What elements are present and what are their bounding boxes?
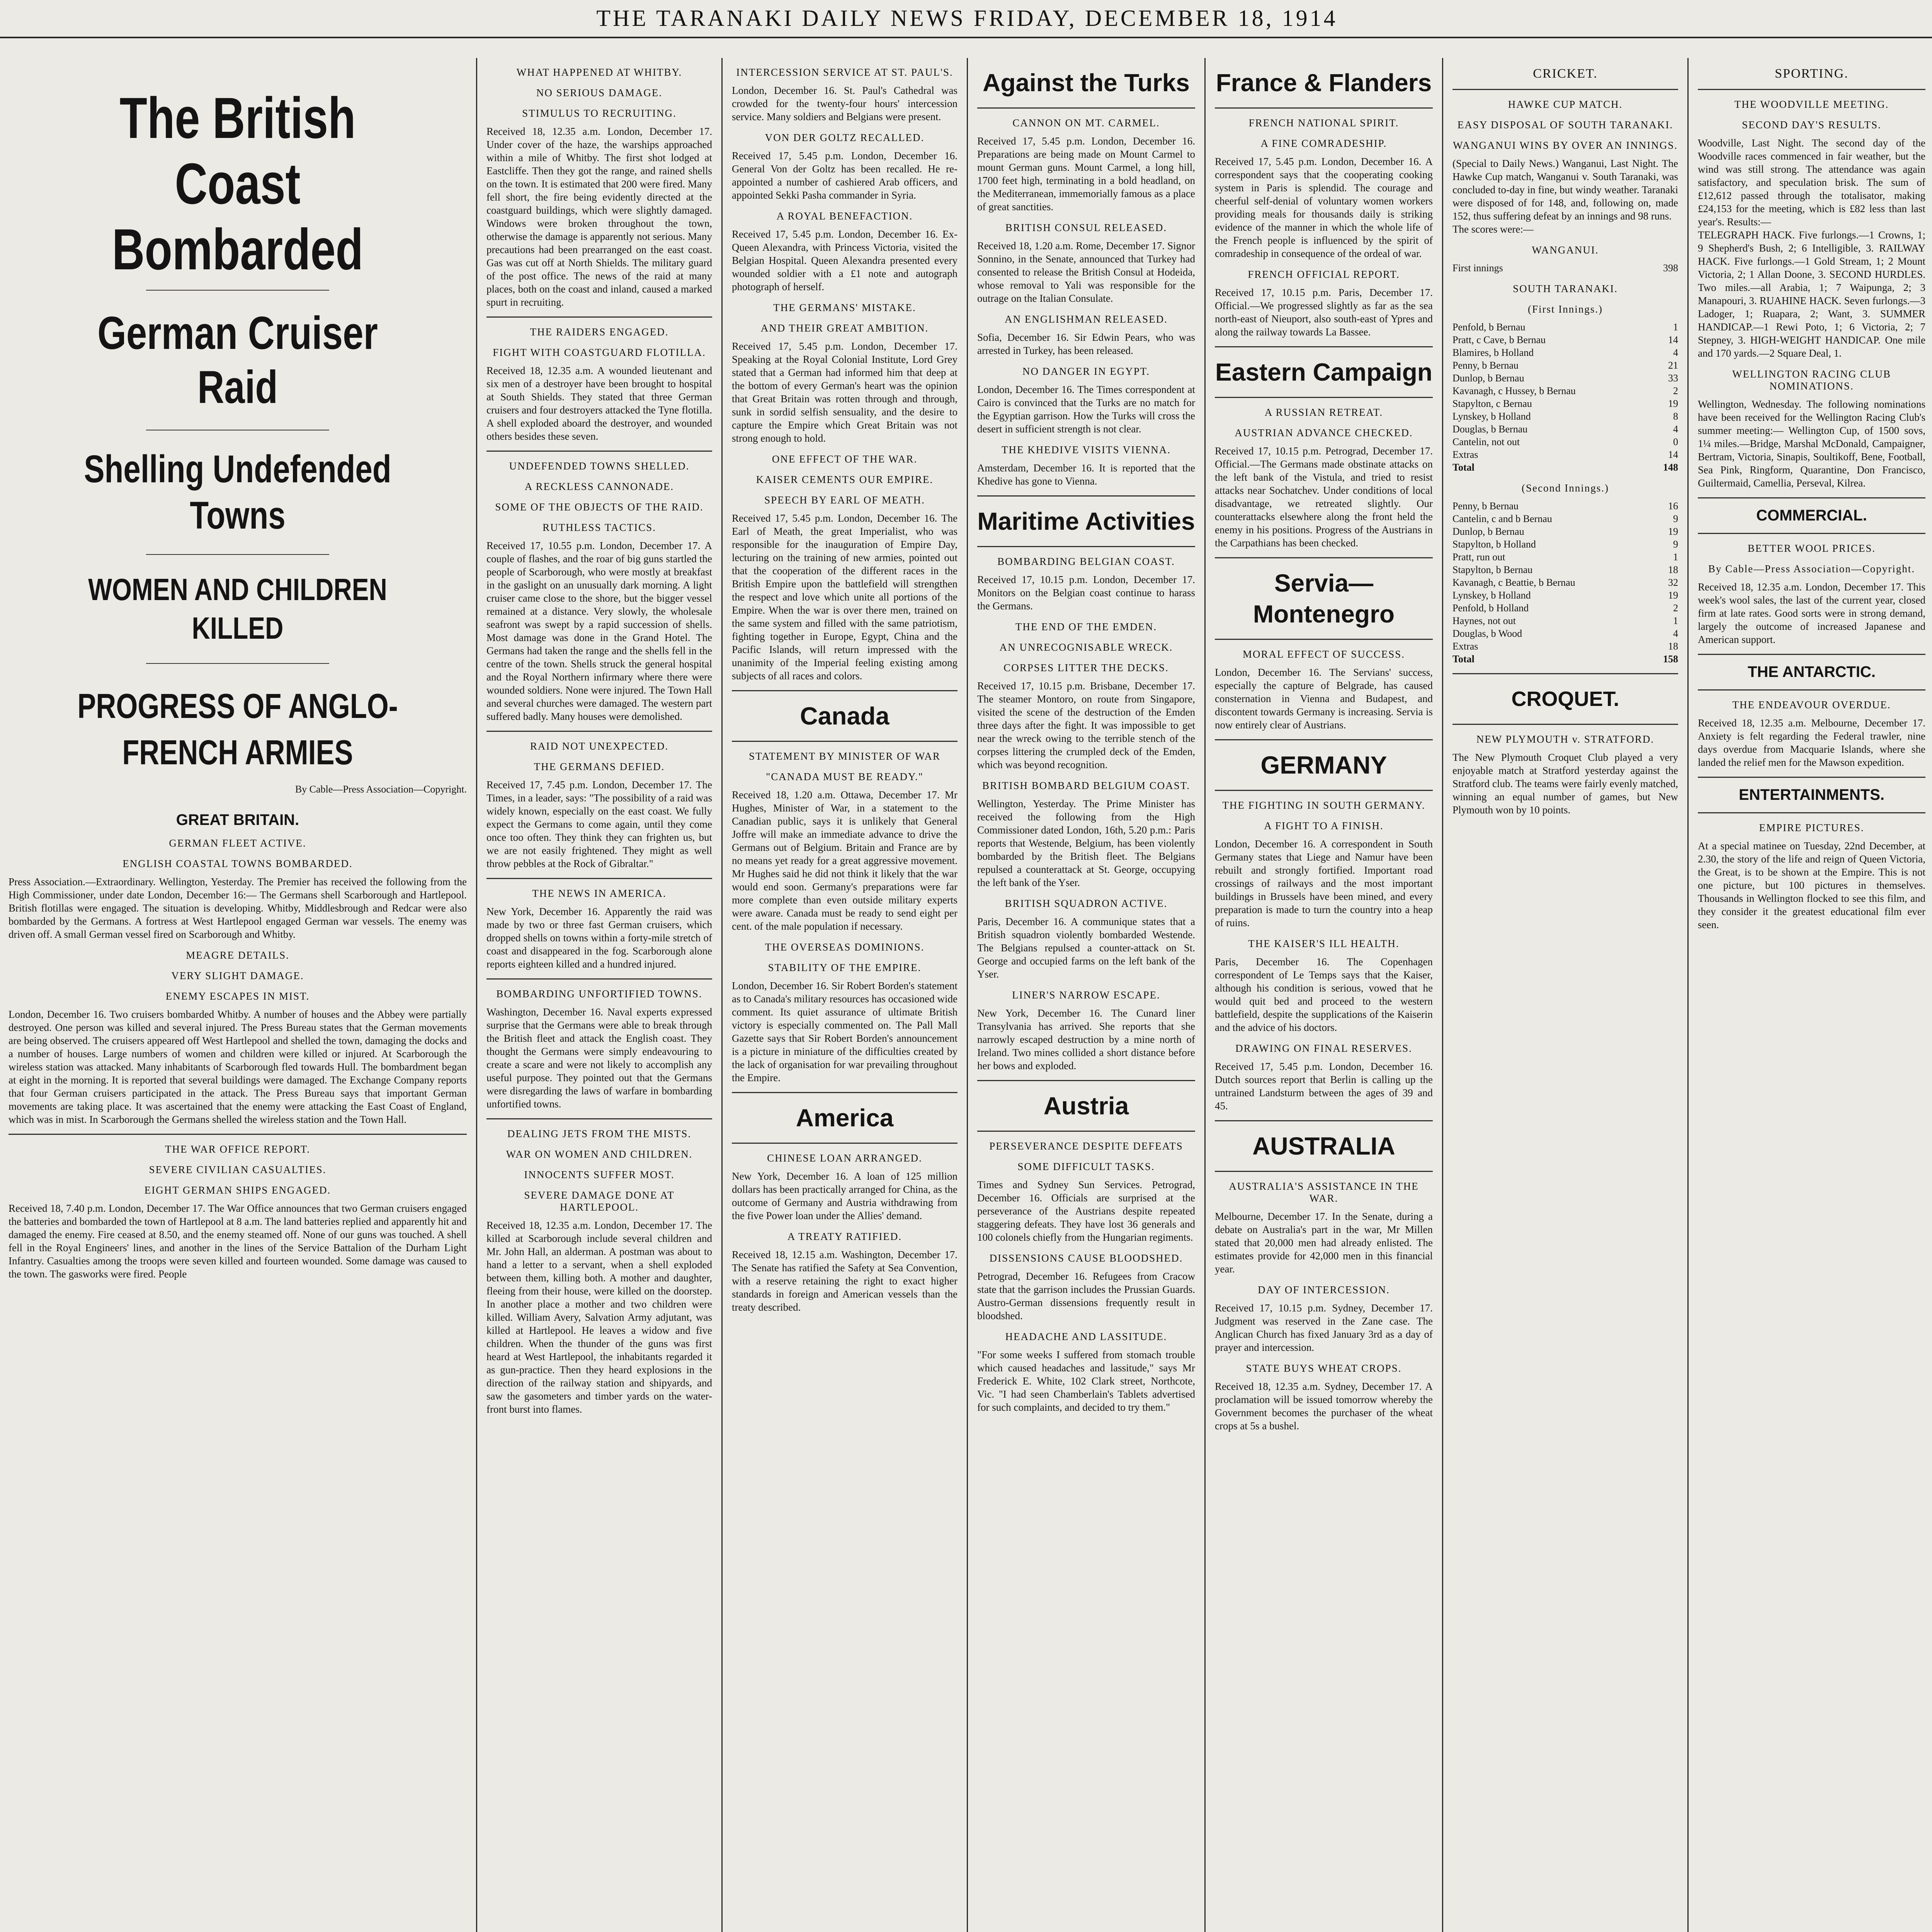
runs-value: 1	[1673, 551, 1678, 563]
divider	[1698, 812, 1925, 813]
article-text: Received 17, 10.15 p.m. Paris, December 17. Official.—We progressed slightly as far as the sea north-east of Nieuport, also south-east of Ypres and along the railway towards La Bassee.	[1215, 287, 1433, 338]
subhead: RUTHLESS TACTICS.	[543, 522, 656, 533]
divider	[1452, 724, 1678, 725]
section-america: America	[796, 1104, 894, 1132]
runs-value: 4	[1673, 423, 1678, 435]
subhead: THE NEWS IN AMERICA.	[532, 888, 667, 899]
divider	[977, 495, 1195, 497]
batsman-name: Penfold, b Bernau	[1452, 321, 1526, 333]
batsman-name: Cantelin, not out	[1452, 436, 1520, 447]
article-text: Received 17, 5.45 p.m. London, December 17. Speaking at the Royal Colonial Institute, Lord Grey stated that a German had informed him that deep at the bottom of every German's heart was the opinion that Great Britain was rotten through and through, sunk in sordid selfish sensuality, and the desire to capture the Empire which Great Britain was not strong enough to hold.	[732, 340, 957, 444]
subhead: ONE EFFECT OF THE WAR.	[772, 453, 918, 465]
batsman-name: Lynskey, b Holland	[1452, 590, 1531, 601]
runs-value: 18	[1668, 564, 1678, 575]
batting-row	[1452, 372, 1678, 384]
section-antarctic: THE ANTARCTIC.	[1747, 663, 1876, 680]
column-rule	[721, 58, 723, 1932]
batsman-name: Kavanagh, c Beattie, b Bernau	[1452, 577, 1575, 588]
article-text: New York, December 16. The Cunard liner Transylvania has arrived. She reports that she narrowly escaped destruction by a mine north of Ireland. Two mines collided a short distance before her bows and exploded.	[977, 1007, 1195, 1071]
batting-row	[1452, 525, 1678, 538]
article-text: Wellington, Wednesday. The following nominations have been received for the Wellington Racing Club's summer meeting:— Wellington Cup, of 1500 sovs, 1¼ miles.—Bridge, Marshal McDonald, Campaigner, Bertram, Victoria, Sinapis, Soultikoff, Bene, Football, Sea Pink, Ringform, Quarantine, Don Francisco, Guiltermaid, Camellia, Perseval, Kilrea.	[1698, 398, 1925, 489]
subhead: A FINE COMRADESHIP.	[1260, 138, 1387, 149]
subhead: CORPSES LITTER THE DECKS.	[1003, 662, 1169, 673]
article-text: Received 17, 5.45 p.m. London, December 16. The Earl of Meath, the great Imperialist, who was responsible for the inauguration of Empire Day, lecturing on the training of new armies, pointed out that the cooperation of the different races in the British Empire upon the battlefield will strengthen the respect and love which unite all portions of the Empire. When the war is over there men, trained on the same system and filled with the same patriotism, fighting together in Europe, Egypt, China and the Pacific Islands, will return impressed with the unanimity of the Imperial feeling existing among subjects of all races and colors.	[732, 512, 957, 682]
divider	[1215, 790, 1433, 791]
section-australia: AUSTRALIA	[1252, 1132, 1395, 1160]
article-text: Received 18, 1.20 a.m. Ottawa, December 17. Mr Hughes, Minister of War, in a statement to the Canadian public, says it is unlikely that General Joffre will make an immediate advance to drive the Germans out of Belgium. Britain and France are by no means yet ready for a great aggressive movement. Mr Hughes said he did not think it likely that the war would end soon. Germany's preparations were far more complete than even outside military experts were aware. Canada must be ready to send eight per cent. of the male population if necessary.	[732, 789, 957, 932]
subhead: FRENCH OFFICIAL REPORT.	[1248, 269, 1400, 280]
divider	[1215, 739, 1433, 740]
article-text: TELEGRAPH HACK. Five furlongs.—1 Crowns, 1; 9 Shepherd's Bush, 2; 6 Intelligible, 3. RAILWAY HACK. Five furlongs.—1 Gold Stream, 1; 2 Mount Victoria, 2; 1 Allan Doone, 3. SECOND HURDLES. Two miles.—all Arabia, 1; 7 Waipunga, 2; 3 Manapouri, 3. RUAHINE HACK. Seven furlongs.—3 Ladoger, 1; Ruapara, 2; Want, 3. SUMMER HANDICAP.—1 Rewi Poto, 1; 6 Victoria, 2; 7 Stepney, 3. HIGH-WEIGHT HANDICAP. One mile and 170 yards.—2 Square Deal, 1.	[1698, 229, 1925, 359]
divider	[732, 690, 957, 691]
byline: By Cable—Press Association—Copyright.	[1708, 563, 1915, 575]
runs-value: 9	[1673, 539, 1678, 550]
subhead: AN UNRECOGNISABLE WRECK.	[999, 641, 1173, 653]
byline: By Cable—Press Association—Copyright.	[295, 784, 467, 795]
runs-value: 1	[1673, 615, 1678, 626]
batsman-name: Penny, b Bernau	[1452, 500, 1519, 512]
divider	[146, 290, 329, 291]
batting-row	[1452, 346, 1678, 359]
batting-row	[1452, 410, 1678, 423]
subhead: A ROYAL BENEFACTION.	[776, 210, 913, 222]
subhead: BRITISH BOMBARD BELGIUM COAST.	[982, 780, 1190, 791]
article-text: Received 17, 7.45 p.m. London, December 17. The Times, in a leader, says: "The possibility of a raid was widely known, especially on the east coast. We fully expect the Germans to come again, until they come once too often. They think they can frighten us, but we are not easily frightened. They might as well throw pebbles at the Rock of Gibraltar."	[486, 779, 712, 869]
subhead: FIGHT WITH COASTGUARD FLOTILLA.	[493, 347, 706, 358]
subhead: VON DER GOLTZ RECALLED.	[765, 132, 925, 143]
divider	[977, 1080, 1195, 1081]
divider	[486, 978, 712, 980]
divider	[1452, 673, 1678, 674]
runs-value: 32	[1668, 577, 1678, 588]
section-sporting: SPORTING.	[1775, 66, 1849, 81]
subhead: BOMBARDING UNFORTIFIED TOWNS.	[496, 988, 702, 1000]
subhead: STATE BUYS WHEAT CROPS.	[1246, 1362, 1402, 1374]
subhead: AND THEIR GREAT AMBITION.	[760, 322, 929, 334]
subhead: HAWKE CUP MATCH.	[1508, 99, 1623, 110]
batting-row	[1452, 384, 1678, 397]
runs-value: 4	[1673, 347, 1678, 358]
subhead: FRENCH NATIONAL SPIRIT.	[1248, 117, 1399, 129]
subhead: CHINESE LOAN ARRANGED.	[767, 1152, 922, 1164]
batsman-name: Kavanagh, c Hussey, b Bernau	[1452, 385, 1576, 396]
subhead: (First Innings.)	[1528, 303, 1603, 315]
runs-value: 14	[1668, 449, 1678, 460]
subhead: SECOND DAY'S RESULTS.	[1742, 119, 1881, 131]
subhead: THE ENDEAVOUR OVERDUE.	[1732, 699, 1891, 711]
article-text: Received 17, 10.15 p.m. Sydney, December 17. Judgment was reserved in the Zane case. The Anglican Church has fixed January 3rd as a day of prayer and intercession.	[1215, 1302, 1433, 1353]
runs-value: 33	[1668, 372, 1678, 384]
batsman-name: Blamires, b Holland	[1452, 347, 1534, 358]
article-text: Received 17, 5.45 p.m. London, December 16. A correspondent says that the cooperating cooking system in Paris is splendid. The courage and cheerful self-denial of voluntary women workers providing meals for thousands daily is striking evidence of the manner in which the whole life of the French people is influenced by the spirit of comradeship in consequence of the ordeal of war.	[1215, 156, 1433, 259]
section-entertainments: ENTERTAINMENTS.	[1738, 786, 1885, 803]
subhead: THE OVERSEAS DOMINIONS.	[765, 941, 925, 953]
divider	[1215, 557, 1433, 558]
subhead: THE END OF THE EMDEN.	[1015, 621, 1157, 633]
article-text: Sofia, December 16. Sir Edwin Pears, who was arrested in Turkey, has been released.	[977, 332, 1195, 356]
runs-value: 1	[1673, 321, 1678, 333]
divider	[146, 663, 329, 664]
headline-cruiser-raid: German Cruiser Raid	[97, 307, 378, 413]
batting-row	[1452, 614, 1678, 627]
headline-shelling: Shelling Undefended Towns	[84, 447, 391, 537]
divider	[977, 546, 1195, 547]
article-text: The New Plymouth Croquet Club played a very enjoyable match at Stratford yesterday against the Stratford club. The teams were fairly evenly matched, winning an equal number of games, but New Plymouth won by 10 points.	[1452, 752, 1678, 816]
runs-value: 16	[1668, 500, 1678, 512]
article-text: "For some weeks I suffered from stomach trouble which caused headaches and lassitude," says Mr Frederick E. White, 102 Clark street, Northcote, Vic. "I had seen Chamberlain's Tablets advertised for such complaints, and decided to try them."	[977, 1349, 1195, 1413]
subhead: SOUTH TARANAKI.	[1513, 283, 1618, 294]
article-text: London, December 16. A correspondent in South Germany states that Liege and Namur have been rebuilt and strongly fortified. Important road crossings of railways and the most important buildings in Brussels have been mined, and every preparation is made to turn the country into a heap of ruins.	[1215, 838, 1433, 929]
batting-table-second	[1452, 500, 1678, 653]
subhead: WELLINGTON RACING CLUB NOMINATIONS.	[1732, 368, 1891, 392]
batsman-name: Penny, b Bernau	[1452, 360, 1519, 371]
subhead: A RUSSIAN RETREAT.	[1264, 406, 1383, 418]
article-text: The scores were:—	[1452, 223, 1534, 235]
column-4	[969, 58, 1204, 1932]
batting-row	[1452, 538, 1678, 551]
article-text: Received 18, 12.35 a.m. London, December 17. Under cover of the haze, the warships approached within a mile of Whitby. The first shot lodged at Eastcliffe. Then they got the range, and rained shells on the town. It is estimated that 200 were fired. Many fell short, the fire being evidently directed at the coastguard buildings, which were slightly damaged. Windows were broken throughout the town, otherwise the damage is apparently not serious. Many precautions had been prearranged on the east coast. Gas was cut off at North Shields. The military guard of the post office. The news of the raid at many places, both on the coast and inland, caused a marked spurt in recruiting.	[486, 126, 712, 308]
batsman-name: Dunlop, b Bernau	[1452, 372, 1524, 384]
batsman-name: Penfold, b Holland	[1452, 602, 1529, 614]
subhead: WAR ON WOMEN AND CHILDREN.	[506, 1148, 693, 1160]
column-6	[1444, 58, 1687, 1932]
article-text: Received 17, 10.15 p.m. Brisbane, December 17. The steamer Montoro, on route from Singapore, visited the scene of the destruction of the Emden three days after the fight. It was impossible to get near the wreck owing to the terrible stench of the corpses littering the crumpled deck of the Emden, which was beyond recognition.	[977, 680, 1195, 770]
subhead: GERMAN FLEET ACTIVE.	[169, 837, 306, 849]
subhead: DISSENSIONS CAUSE BLOODSHED.	[989, 1252, 1183, 1264]
subhead: DAY OF INTERCESSION.	[1258, 1284, 1390, 1296]
article-text: Received 17, 10.15 p.m. Petrograd, December 17. Official.—The Germans made obstinate attacks on the left bank of the Vistula, and tried to resist attacks near Sochatchev. Under conditions of local disadvantage, we retreated slightly. Our counterattacks elsewhere along the front held the enemy in his positions. Progress of the Austrians in the Carpathians has been checked.	[1215, 445, 1433, 549]
batting-row	[1452, 627, 1678, 640]
article-text: Received 17, 10.15 p.m. London, December 17. Monitors on the Belgian coast continue to harass the Germans.	[977, 574, 1195, 612]
batting-row	[1452, 589, 1678, 602]
article-text: Paris, December 16. The Copenhagen correspondent of Le Temps says that the Kaiser, although his condition is serious, vowed that he would quit bed and proceed to the western battlefield, despite the supplications of the Kaiserin and the advice of his doctors.	[1215, 956, 1433, 1033]
subhead: DEALING JETS FROM THE MISTS.	[507, 1128, 692, 1139]
article-text: Amsterdam, December 16. It is reported that the Khedive has gone to Vienna.	[977, 462, 1195, 487]
article-text: Received 18, 12.35 a.m. Melbourne, December 17. Anxiety is felt regarding the Federal trawler, nine days overdue from Macquarie Islands, where she landed the relief men for the Mawson expedition.	[1698, 717, 1925, 768]
article-text: Petrograd, December 16. Refugees from Cracow state that the garrison includes the Prussian Guards. Austro-German dissensions frequently result in bloodshed.	[977, 1270, 1195, 1321]
divider	[1215, 397, 1433, 398]
divider	[9, 1134, 467, 1135]
headline-women-children: WOMEN AND CHILDREN KILLED	[88, 572, 387, 645]
section-croquet: CROQUET.	[1511, 687, 1619, 711]
divider	[1215, 1120, 1433, 1121]
score-value: 398	[1663, 262, 1678, 274]
article-text: New York, December 16. Apparently the raid was made by two or three fast German cruisers, which dropped shells on towns within a forty-mile stretch of coast and disappeared in the fog. Scarborough alone reports eighteen killed and a hundred injured.	[486, 906, 712, 970]
subhead: PERSEVERANCE DESPITE DEFEATS	[989, 1140, 1183, 1152]
column-7	[1689, 58, 1932, 1932]
batsman-name: Dunlop, b Bernau	[1452, 526, 1524, 537]
subhead: (Second Innings.)	[1522, 482, 1609, 494]
batting-row	[1452, 576, 1678, 589]
article-text: Press Association.—Extraordinary. Wellington, Yesterday. The Premier has received the following from the High Commissioner, under date London, December 16:— The Germans shell Scarborough and Hartlepool. British flotillas were engaged. The situation is developing. Whitby, Middlesbrough and Redcar were also bombarded by the Germans. A fortress at West Hartlepool engaged German war vessels. The enemy was driven off. A small German vessel fired on Scarborough and Whitby.	[9, 876, 467, 940]
total-value: 158	[1663, 653, 1678, 665]
runs-value: 21	[1668, 360, 1678, 371]
section-eastern: Eastern Campaign	[1215, 358, 1432, 386]
article-text: Received 17, 10.55 p.m. London, December 17. A couple of flashes, and the roar of big guns startled the people of Scarborough, who were mostly at breakfast in the gaslight on an unusually dark morning. A light cruiser came close to the shore, but the bigger vessel remained at a distance. Very slowly, the wholesale seafront was swept by a rapid succession of shells. Most damage was done in the Grand Hotel. The Germans had taken the range and the shells fell in the centre of the town. Shells struck the general hospital and the Royal Northern infirmary where there were wounded soldiers. None were injured. The Town Hall and several churches were damaged. The western part suffered badly. Many houses were demolished.	[486, 540, 712, 722]
subhead: SOME OF THE OBJECTS OF THE RAID.	[495, 501, 704, 513]
batsman-name: Extras	[1452, 449, 1478, 460]
divider	[1698, 654, 1925, 655]
subhead: MEAGRE DETAILS.	[186, 949, 289, 961]
article-text: Received 17, 5.45 p.m. London, December 16. Preparations are being made on Mount Carmel to mount German guns. Mount Carmel, a long hill, 1700 feet high, terminating in a bold headland, on the Mediterranean, immemorially famous as a place of great sanctities.	[977, 135, 1195, 213]
divider	[486, 1118, 712, 1119]
divider	[1215, 639, 1433, 640]
subhead: THE GERMANS DEFIED.	[534, 761, 665, 772]
subhead: VERY SLIGHT DAMAGE.	[171, 970, 304, 981]
headline-british-coast: The British Coast Bombarded	[112, 85, 364, 282]
batting-row	[1452, 551, 1678, 563]
article-text: Melbourne, December 17. In the Senate, during a debate on Australia's part in the war, Mr Millen stated that 20,000 men had already enlisted. The estimates provide for 42,000 men in this financial year.	[1215, 1211, 1433, 1275]
article-text: Received 18, 12.35 a.m. London, December 17. The killed at Scarborough include several children and Mr. John Hall, an alderman. A postman was about to hand a letter to a servant, when a shell exploded between them, killing both. A mother and daughter, fleeing from their house, were killed on the doorstep. In another place a mother and two children were killed. William Avery, Salvation Army adjutant, was killed at Hartlepool. He leaves a widow and five children. When the thunder of the guns was first heard at West Hartlepool, the inhabitants regarded it as gun-practice. Then they heard explosions in the direction of the railway station and shipyards, and saw the gasometers and timber yards on the water-front burst into flames.	[486, 1219, 712, 1415]
headline-progress: PROGRESS OF ANGLO-FRENCH ARMIES	[77, 687, 398, 772]
subhead: A RECKLESS CANNONADE.	[524, 481, 674, 492]
article-text: Received 18, 12.35 a.m. A wounded lieutenant and six men of a destroyer have been brought to hospital at South Shields. They stated that three German cruisers and four destroyers attacked the Tyne flotilla. A shell exploded aboard the destroyer, and wounded others besides these seven.	[486, 365, 712, 442]
subhead: STATEMENT BY MINISTER OF WAR	[749, 750, 940, 762]
section-cricket: CRICKET.	[1533, 66, 1598, 81]
article-text: Received 18, 12.15 a.m. Washington, December 17. The Senate has ratified the Safety at Sea Convention, with a reserve retaining the right to exact higher standards in foreign and American vessels than the treaty described.	[732, 1249, 957, 1313]
section-canada: Canada	[800, 702, 889, 730]
subhead: THE WAR OFFICE REPORT.	[165, 1143, 310, 1155]
runs-value: 14	[1668, 334, 1678, 345]
batting-row	[1452, 435, 1678, 448]
subhead: INNOCENTS SUFFER MOST.	[524, 1169, 675, 1180]
subhead: UNDEFENDED TOWNS SHELLED.	[509, 460, 690, 472]
runs-value: 19	[1668, 590, 1678, 601]
runs-value: 19	[1668, 398, 1678, 409]
subhead: NEW PLYMOUTH v. STRATFORD.	[1476, 733, 1655, 745]
runs-value: 2	[1673, 602, 1678, 614]
divider	[732, 1092, 957, 1093]
section-commercial: COMMERCIAL.	[1756, 507, 1867, 524]
subhead: INTERCESSION SERVICE AT ST. PAUL'S.	[736, 66, 953, 78]
divider	[486, 731, 712, 732]
masthead: THE TARANAKI DAILY NEWS FRIDAY, DECEMBER 18, 1914	[0, 0, 1932, 38]
subhead: A TREATY RATIFIED.	[787, 1231, 902, 1242]
subhead: EMPIRE PICTURES.	[1759, 822, 1864, 833]
runs-value: 18	[1668, 641, 1678, 652]
subhead: WHAT HAPPENED AT WHITBY.	[516, 66, 682, 78]
batsman-name: Haynes, not out	[1452, 615, 1516, 626]
article-text: Paris, December 16. A communique states that a British squadron violently bombarded Westende. The Belgians repulsed a counter-attack on St. George and occupied farms on the left bank of the Yser.	[977, 916, 1195, 980]
subhead: AN ENGLISHMAN RELEASED.	[1005, 313, 1168, 325]
subhead: THE KHEDIVE VISITS VIENNA.	[1002, 444, 1171, 456]
article-text: London, December 16. St. Paul's Cathedral was crowded for the twenty-four hours' intercession service. Many soldiers and Belgians were present.	[732, 85, 957, 122]
divider	[1698, 777, 1925, 778]
divider	[486, 451, 712, 452]
subhead: CANNON ON MT. CARMEL.	[1012, 117, 1160, 129]
subhead: MORAL EFFECT OF SUCCESS.	[1242, 648, 1405, 660]
divider	[1698, 497, 1925, 498]
section-germany: GERMANY	[1260, 751, 1387, 779]
subhead: BETTER WOOL PRICES.	[1747, 543, 1876, 554]
subhead: BOMBARDING BELGIAN COAST.	[997, 556, 1175, 567]
article-text: Woodville, Last Night. The second day of the Woodville races commenced in fair weather, but the wind was still strong. The attendance was again satisfactory, and speculation brisk. The sum of £12,612 passed through the totalisator, making £24,153 for the meeting, which is £82 less than last year's. Results:—	[1698, 137, 1925, 228]
article-text: Washington, December 16. Naval experts expressed surprise that the Germans were able to break through the British fleet and attack the English coast. They thought the Germans were simply endeavouring to create a scare and were not likely to accomplish any useful purpose. They pointed out that the Germans were disregarding the laws of warfare in bombarding unfortified towns.	[486, 1006, 712, 1110]
subhead: STABILITY OF THE EMPIRE.	[768, 962, 922, 973]
article-text: Received 18, 7.40 p.m. London, December 17. The War Office announces that two German cruisers engaged the batteries and bombarded the town of Hartlepool at 8 a.m. The land batteries replied and apparently hit and damaged the enemy. Fire ceased at 8.50, and the enemy steamed off. None of our guns was touched. A shell fell in the Royal Engineers' lines, and another in the lines of the Service Battalion of the Durham Light Infantry. Casualties among the troops were seven killed and fourteen wounded. Some damage was caused to the town. The gasworks were fired. People	[9, 1202, 467, 1280]
divider	[977, 107, 1195, 109]
article-text: London, December 16. Sir Robert Borden's statement as to Canada's military resources has occasioned wide comment. Its quiet assurance of ultimate British victory is especially commented on. The Pall Mall Gazette says that Sir Robert Borden's announcement is a picture in miniature of the difficulties created by the lack of organisation for war prevailing throughout the Empire.	[732, 980, 957, 1083]
section-turks: Against the Turks	[983, 69, 1190, 97]
divider	[1452, 89, 1678, 90]
article-text: Received 18, 1.20 a.m. Rome, December 17. Signor Sonnino, in the Senate, announced that Turkey had consented to release the British Consul at Hodeida, whose removal to Yali was responsible for the outrage on the Italian Consulate.	[977, 240, 1195, 304]
divider	[486, 878, 712, 879]
batting-row	[1452, 563, 1678, 576]
batsman-name: Douglas, b Wood	[1452, 628, 1522, 639]
column-3	[723, 58, 966, 1932]
runs-value: 9	[1673, 513, 1678, 524]
subhead: EASY DISPOSAL OF SOUTH TARANAKI.	[1457, 119, 1673, 131]
batting-row	[1452, 333, 1678, 346]
subhead: EIGHT GERMAN SHIPS ENGAGED.	[144, 1184, 331, 1196]
article-text: Received 17, 5.45 p.m. London, December 16. Ex-Queen Alexandra, with Princess Victoria, visited the Belgian Hospital. Queen Alexandra presented every wounded soldier with a £1 note and autograph photograph of herself.	[732, 228, 957, 293]
article-text: London, December 16. The Times correspondent at Cairo is convinced that the Turks are no match for the Egyptian garrison. How the Turks will cross the desert in sufficient strength is not clear.	[977, 384, 1195, 435]
column-2	[478, 58, 721, 1932]
article-text: London, December 16. The Servians' success, especially the capture of Belgrade, has caused consternation in Vienna and Budapest, and discontent towards Germany is increasing. Servia is now entirely clear of Austrians.	[1215, 667, 1433, 731]
divider	[1215, 1171, 1433, 1172]
subhead: BRITISH SQUADRON ACTIVE.	[1005, 898, 1168, 909]
section-great-britain: GREAT BRITAIN.	[176, 811, 299, 828]
divider	[1698, 89, 1925, 90]
batsman-name: Stapylton, b Bernau	[1452, 564, 1533, 575]
batting-table-first	[1452, 321, 1678, 461]
divider	[732, 741, 957, 742]
section-france: France & Flanders	[1216, 69, 1432, 97]
article-text: Times and Sydney Sun Services. Petrograd, December 16. Officials are surprised at the perseverance of the Austrians despite repeated staggering defeats. They have lost 36 generals and 100 colonels chiefly from the Hungarian regiments.	[977, 1179, 1195, 1243]
subhead: ENGLISH COASTAL TOWNS BOMBARDED.	[122, 858, 353, 869]
subhead: SPEECH BY EARL OF MEATH.	[764, 494, 925, 506]
subhead: BRITISH CONSUL RELEASED.	[1005, 222, 1167, 233]
article-text: Wellington, Yesterday. The Prime Minister has received the following from the High Commissioner dated London, 16th, 5.20 p.m.: Paris reports that Westende, Belgium, has been violently bombarded by the British fleet. The Belgians repulsed a counterattack at St. George, occupying the left bank of the Yser.	[977, 798, 1195, 888]
batsman-name: Douglas, b Bernau	[1452, 423, 1528, 435]
column-rule	[967, 58, 968, 1932]
subhead: STIMULUS TO RECRUITING.	[522, 107, 677, 119]
article-text: London, December 16. Two cruisers bombarded Whitby. A number of houses and the Abbey were partially destroyed. One person was killed and several injured. The Press Bureau states that the German movements are being observed. The cruisers appeared off West Hartlepool and shelled the town, damaging the docks and a number of houses. Large numbers of women and children were killed or injured. At Scarborough the wireless station was attacked. Many inhabitants of Scarborough fled towards Hull. The bombardment began at eight in the morning. It is reported that several buildings were damaged. The Exchange Company reports that four German cruisers participated in the attack. The Press Bureau says that important German movements are taking place. It was ascertained that the enemy were attacking the East Coast of England, which was in mist. In Scarborough the Germans shelled the wireless station and the Town Hall.	[9, 1009, 467, 1125]
divider	[1698, 689, 1925, 690]
subhead: WANGANUI.	[1532, 244, 1599, 256]
divider	[486, 316, 712, 318]
subhead: AUSTRALIA'S ASSISTANCE IN THE WAR.	[1229, 1180, 1419, 1204]
subhead: NO SERIOUS DAMAGE.	[536, 87, 663, 99]
batting-row	[1452, 602, 1678, 614]
batting-row	[1452, 512, 1678, 525]
total-row	[1452, 461, 1678, 474]
runs-value: 19	[1668, 526, 1678, 537]
batting-row	[1452, 359, 1678, 372]
divider	[146, 554, 329, 555]
subhead: THE WOODVILLE MEETING.	[1734, 99, 1889, 110]
batting-row	[1452, 321, 1678, 333]
divider	[1215, 346, 1433, 347]
subhead: A FIGHT TO A FINISH.	[1264, 820, 1384, 832]
subhead: SEVERE DAMAGE DONE AT HARTLEPOOL.	[524, 1189, 675, 1213]
subhead: ENEMY ESCAPES IN MIST.	[165, 990, 310, 1002]
article-text: Received 18, 12.35 a.m. London, December 17. This week's wool sales, the last of the current year, closed firm at late rates. Good sorts were in strong demand, largely the outcome of increased Japanese and American support.	[1698, 581, 1925, 645]
subhead: SOME DIFFICULT TASKS.	[1017, 1161, 1155, 1172]
batting-row	[1452, 448, 1678, 461]
divider	[732, 1143, 957, 1144]
column-rule	[1204, 58, 1206, 1932]
column-rule	[476, 58, 477, 1932]
article-text: Received 17, 5.45 p.m. London, December 16. Dutch sources report that Berlin is calling up the untrained Landsturm between the ages of 39 and 45.	[1215, 1061, 1433, 1112]
column-rule	[1687, 58, 1689, 1932]
subhead: THE KAISER'S ILL HEALTH.	[1248, 938, 1400, 949]
batsman-name: Stapylton, b Holland	[1452, 539, 1536, 550]
batsman-name: Pratt, run out	[1452, 551, 1505, 563]
column-1	[0, 58, 475, 1932]
article-text: (Special to Daily News.) Wanganui, Last Night. The Hawke Cup match, Wanganui v. South Taranaki, was concluded to-day in fine, but windy weather. Taranaki were disposed of for 148, and, following on, made 152, thus suffering defeat by an innings and 98 runs.	[1452, 158, 1678, 222]
batsman-name: Pratt, c Cave, b Bernau	[1452, 334, 1546, 345]
article-text: At a special matinee on Tuesday, 22nd December, at 2.30, the story of the life and reign of Queen Victoria, the Great, is to be shown at the Empire. This is not one picture, but 100 pictures in themselves. Thousands in Wellington flocked to see this film, and they consider it the greatest educational film ever seen.	[1698, 840, 1925, 930]
subhead: HEADACHE AND LASSITUDE.	[1005, 1331, 1167, 1342]
subhead: AUSTRIAN ADVANCE CHECKED.	[1235, 427, 1413, 439]
runs-value: 8	[1673, 411, 1678, 422]
section-austria: Austria	[1043, 1092, 1129, 1120]
batsman-name: Lynskey, b Holland	[1452, 411, 1531, 422]
subhead: LINER'S NARROW ESCAPE.	[1012, 989, 1160, 1001]
batting-row	[1452, 640, 1678, 653]
section-maritime: Maritime Activities	[977, 507, 1195, 535]
subhead: DRAWING ON FINAL RESERVES.	[1235, 1043, 1412, 1054]
article-text: Received 17, 5.45 p.m. London, December 16. General Von der Goltz has been recalled. He re-appointed a number of cashiered Arab officers, and appointed Sekki Pasha commander in Syria.	[732, 150, 957, 201]
batting-row	[1452, 500, 1678, 512]
subhead: THE FIGHTING IN SOUTH GERMANY.	[1222, 799, 1425, 811]
batsman-name: Extras	[1452, 641, 1478, 652]
total-row	[1452, 653, 1678, 665]
article-text: Received 18, 12.35 a.m. Sydney, December 17. A proclamation will be issued tomorrow whereby the Government becomes the purchaser of the wheat crops at 5s a bushel.	[1215, 1381, 1433, 1432]
total-label: Total	[1452, 653, 1475, 665]
batting-row	[1452, 423, 1678, 435]
runs-value: 4	[1673, 628, 1678, 639]
total-value: 148	[1663, 462, 1678, 473]
divider	[1215, 107, 1433, 109]
column-rule	[1442, 58, 1443, 1932]
subhead: SEVERE CIVILIAN CASUALTIES.	[149, 1164, 327, 1175]
score-row	[1452, 262, 1678, 274]
total-label: Total	[1452, 462, 1475, 473]
runs-value: 0	[1673, 436, 1678, 447]
column-5	[1206, 58, 1441, 1932]
batsman-name: Cantelin, c and b Bernau	[1452, 513, 1552, 524]
runs-value: 2	[1673, 385, 1678, 396]
article-text: New York, December 16. A loan of 125 million dollars has been practically arranged for China, as the outcome of Germany and Austria withdrawing from the five Power loan under the Allies' demand.	[732, 1170, 957, 1221]
divider	[977, 1131, 1195, 1132]
batsman-name: Stapylton, c Bernau	[1452, 398, 1532, 409]
subhead: RAID NOT UNEXPECTED.	[530, 740, 669, 752]
subhead: THE GERMANS' MISTAKE.	[773, 302, 916, 313]
section-servia: Servia—Montenegro	[1253, 569, 1395, 628]
divider	[1698, 533, 1925, 534]
subhead: "CANADA MUST BE READY."	[766, 771, 923, 782]
subhead: THE RAIDERS ENGAGED.	[530, 326, 669, 338]
batting-row	[1452, 397, 1678, 410]
subhead: KAISER CEMENTS OUR EMPIRE.	[756, 474, 934, 485]
subhead: WANGANUI WINS BY OVER AN INNINGS.	[1453, 139, 1678, 151]
score-label: First innings	[1452, 262, 1503, 274]
subhead: NO DANGER IN EGYPT.	[1022, 366, 1150, 377]
